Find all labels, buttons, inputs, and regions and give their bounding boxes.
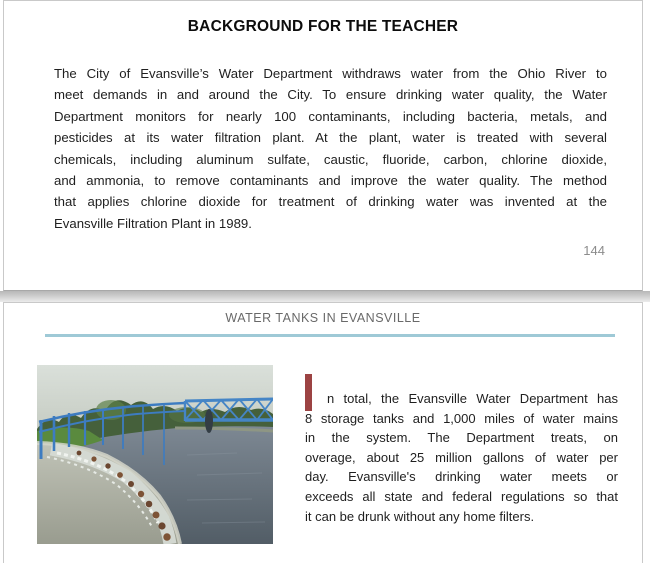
text-line: n total, the Evansville Water Department has [327,391,618,406]
page2-paragraph-column [305,389,618,526]
page-144 [3,0,643,291]
section-underline-rule [45,334,615,337]
treatment-plant-photo [37,365,273,544]
text-line: meet demands in and around the City. To ensure drinking water quality, the Water [54,87,607,103]
page2-section-title: WATER TANKS IN EVANSVILLE [225,311,421,325]
text-line: and ammonia, to remove contaminants and improve the water quality. The method [54,173,607,189]
page1-paragraph [54,63,607,234]
page-145 [3,302,643,563]
text-line: Evansville Filtration Plant in 1989. [54,215,252,231]
text-line: The City of Evansville’s Water Department withdraws water from the Ohio River to [54,66,607,81]
drop-cap-i [305,374,312,411]
text-line: pesticides at its water filtration plant. At the plant, water is treated with several [54,130,607,146]
text-line: exceeds all state and federal regulations so that [305,488,618,504]
photo-figure [205,409,213,433]
text-line: that applies chlorine dioxide for treatment of drinking water was invented at the [54,194,607,210]
page1-title: BACKGROUND FOR THE TEACHER [187,18,459,35]
text-line: 8 storage tanks and 1,000 miles of water mains [305,410,618,426]
page-separator [0,291,650,302]
text-line: in the system. The Department treats, on [305,430,618,446]
page-number: 144 [583,243,605,258]
page2-paragraph [305,389,618,526]
text-line: overage, about 25 million gallons of water per [305,449,618,465]
text-line: day. Evansville's drinking water meets or [305,469,618,485]
photo-illustration [37,365,273,544]
text-line: it can be drunk without any home filters. [305,508,535,524]
text-line: Department monitors for nearly 100 contaminants, including bacteria, metals, and [54,108,607,124]
text-line: chemicals, including aluminum sulfate, caustic, fluoride, carbon, chlorine dioxide, [54,151,607,167]
